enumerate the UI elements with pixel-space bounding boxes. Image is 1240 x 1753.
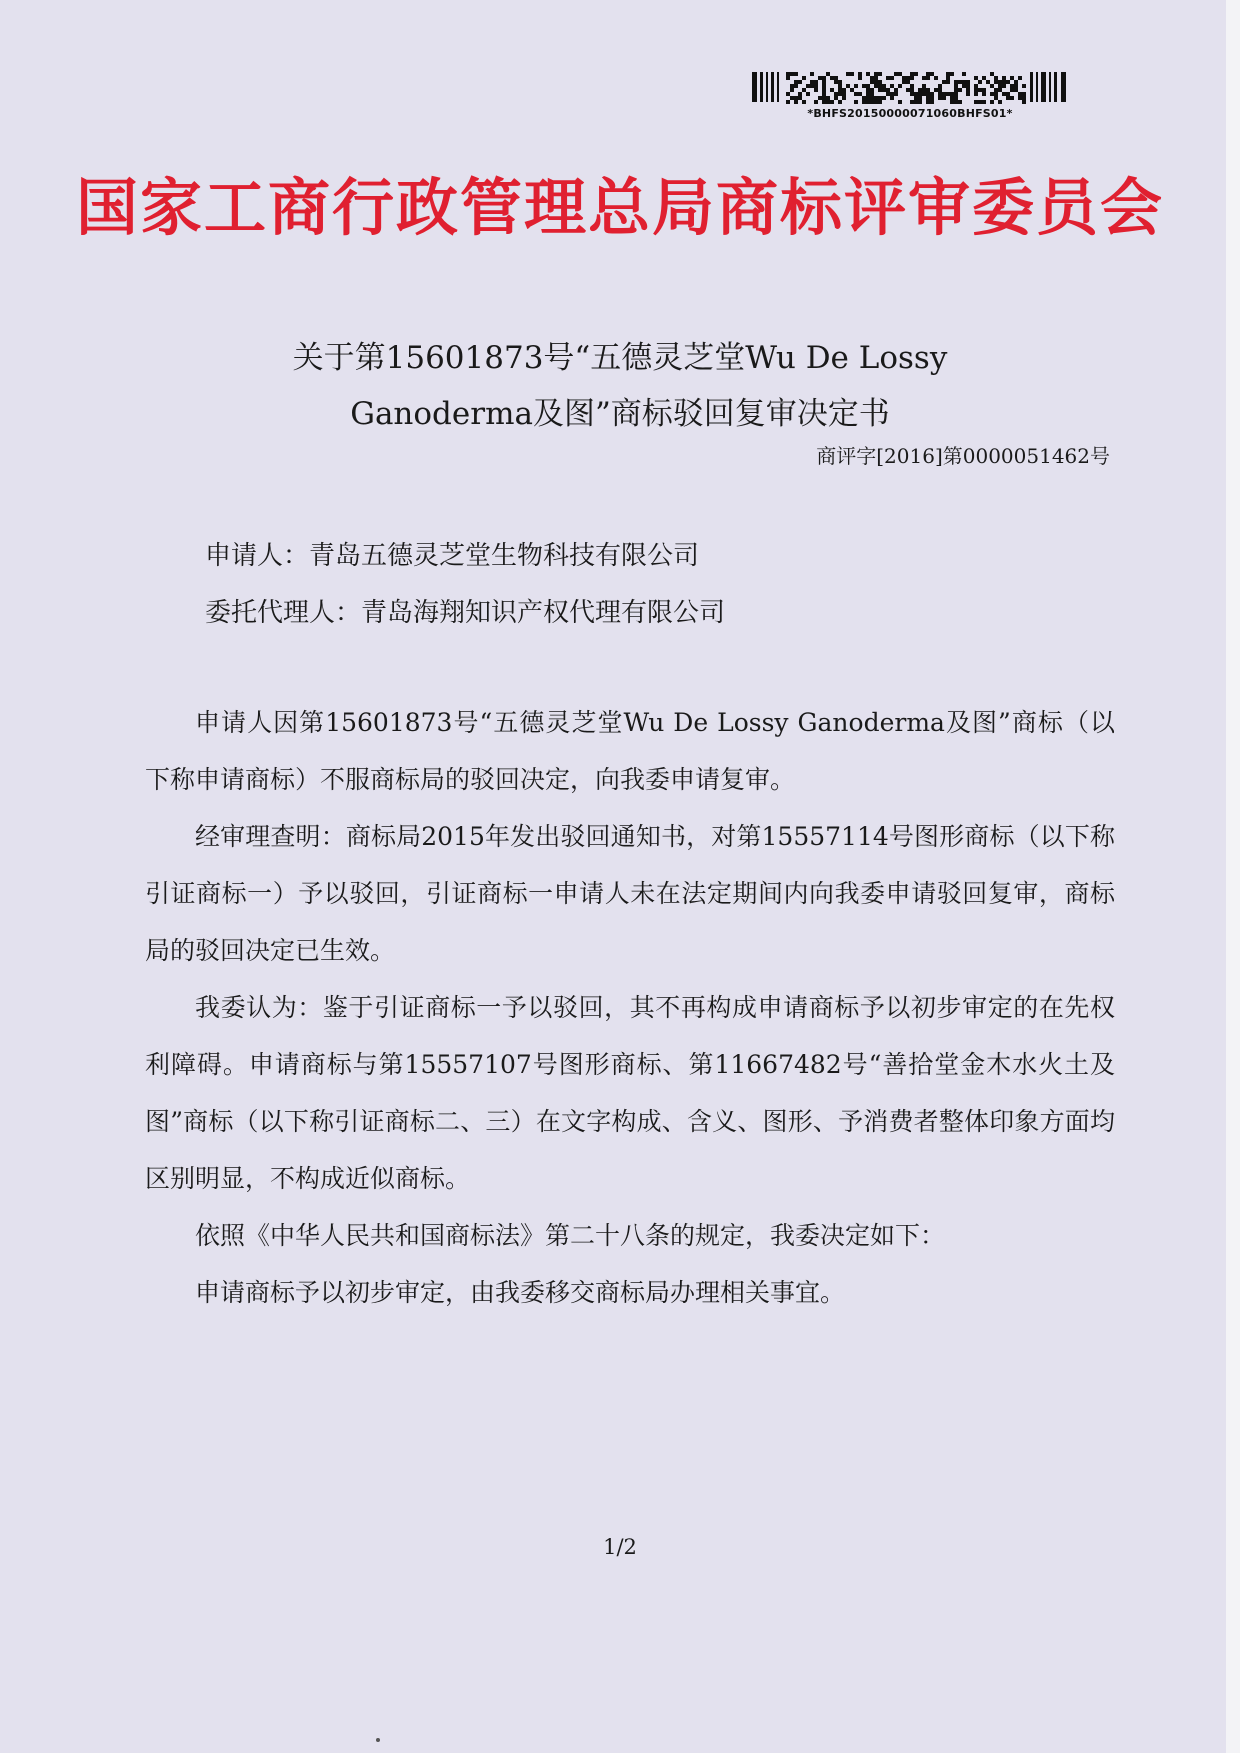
agent-line: 委托代理人：青岛海翔知识产权代理有限公司 bbox=[205, 598, 726, 628]
paragraph-legal-basis: 依照《中华人民共和国商标法》第二十八条的规定，我委决定如下： bbox=[195, 1221, 946, 1250]
paragraph-background: 申请人因第15601873号“五德灵芝堂Wu De Lossy Ganoderma及图”商标（以下称申请商标）不服商标局的驳回决定，向我委申请复审。 bbox=[145, 708, 1115, 794]
applicant-line: 申请人：青岛五德灵芝堂生物科技有限公司 bbox=[205, 541, 700, 571]
paragraph-decision: 申请商标予以初步审定，由我委移交商标局办理相关事宜。 bbox=[195, 1278, 846, 1307]
document-title-line-1: 关于第15601873号“五德灵芝堂Wu De Lossy bbox=[292, 340, 948, 376]
document-number: 商评字[2016]第0000051462号 bbox=[816, 444, 1110, 468]
scan-edge bbox=[1226, 0, 1240, 1753]
page-number: 1/2 bbox=[603, 1535, 637, 1559]
document-title-line-2: Ganoderma及图”商标驳回复审决定书 bbox=[350, 396, 890, 432]
decision-body bbox=[145, 694, 1115, 1321]
scan-speck bbox=[376, 1738, 380, 1742]
paragraph-opinion: 我委认为：鉴于引证商标一予以驳回，其不再构成申请商标予以初步审定的在先权利障碍。申请商标与第15557107号图形商标、第11667482号“善拾堂金木水火土及图”商标（以下称引证商标二、三）在文字构成、含义、图形、予消费者整体印象方面均区别明显，不构成近似商标。 bbox=[145, 993, 1115, 1193]
organization-title: 国家工商行政管理总局商标评审委员会 bbox=[75, 171, 1164, 244]
paragraph-findings: 经审理查明：商标局2015年发出驳回通知书，对第15557114号图形商标（以下称引证商标一）予以驳回，引证商标一申请人未在法定期间内向我委申请驳回复审，商标局的驳回决定已生效。 bbox=[145, 822, 1115, 965]
barcode-icon bbox=[752, 70, 1068, 104]
barcode-text: *BHFS20150000071060BHFS01* bbox=[807, 107, 1013, 120]
barcode bbox=[752, 70, 1068, 126]
document-title bbox=[180, 330, 1060, 442]
